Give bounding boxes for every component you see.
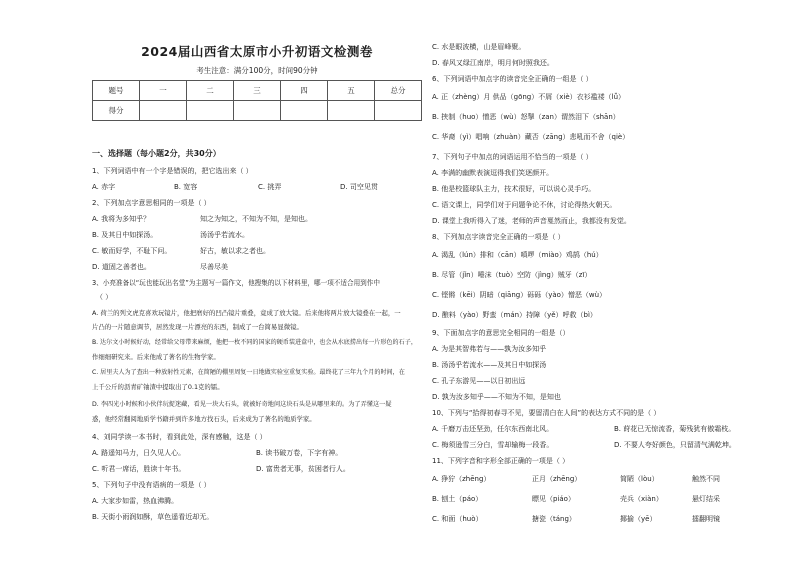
passage-line: 作细细研究来。后来他成了著名的生物学家。	[92, 353, 220, 361]
option: A. 我将为多知乎？	[92, 215, 151, 223]
option: A. 李满的幽默表演逗得我们笑逐颜开。	[432, 169, 554, 177]
score-header-cell: 三	[234, 81, 281, 101]
option: D. 司空见贯	[340, 183, 378, 191]
option: C. 和面（huò）	[432, 515, 483, 523]
passage-line: 上千公斤的沥青矿铀渣中提取出了0.1克的镭。	[92, 383, 224, 391]
option: B. 读书破万卷，下字有神。	[256, 449, 343, 457]
option: B. 及其日中如探汤。	[92, 231, 158, 239]
score-header-cell: 一	[140, 81, 187, 101]
score-cell	[328, 101, 375, 121]
option-word: 悬灯结采	[692, 495, 720, 503]
option: B. 刨土（páo）	[432, 495, 483, 503]
score-cell	[140, 101, 187, 121]
score-header-cell: 五	[328, 81, 375, 101]
score-cell	[187, 101, 234, 121]
option: C. 水是眼波横，山是眉峰聚。	[432, 43, 526, 51]
option-word: 瞟见（piáo）	[532, 495, 575, 503]
score-header-cell: 题号	[93, 81, 140, 101]
option: C. 挑弄	[258, 183, 282, 191]
score-cell	[234, 101, 281, 121]
option: A. 路遥知马力，日久见人心。	[92, 449, 186, 457]
option: D. 春风又绿江南岸，明月何时照我还。	[432, 59, 554, 67]
option: B. 挟制（huo）憎恶（wù）怒掣（zan）谓然泪下（shān）	[432, 113, 620, 121]
score-header-cell: 二	[187, 81, 234, 101]
option: B. 宽容	[174, 183, 198, 191]
option-pair: 汤汤乎若流水。	[200, 231, 249, 239]
option-word: 触然不同	[692, 475, 720, 483]
passage-line: A. 荷兰的列文虎克喜欢玩镜片，他把磨好的凹凸镜片重叠，竟成了放大镜。后来他将两片放大镜叠在一起，一	[92, 309, 401, 317]
score-table-score-row	[93, 101, 422, 121]
option: A. 狰狞（zhēng）	[432, 475, 491, 483]
score-table	[92, 80, 422, 121]
score-table-header-row	[93, 81, 422, 101]
option: A. 赤字	[92, 183, 116, 191]
score-header-cell: 总分	[375, 81, 422, 101]
option: D. 酿料（yào）野蛮（mán）持障（yě）呼救（bì）	[432, 311, 597, 319]
exam-notice: 考生注意：满分100分，时间90分钟	[196, 66, 318, 75]
option: C. 敏而好学，不耻下问。	[92, 247, 172, 255]
option: C. 梅须逊雪三分白，雪却输梅一段香。	[432, 441, 554, 449]
option-word: 简陋（lòu）	[620, 475, 659, 483]
option: A. 正（zhèng）月 供品（gōng）不屑（xiè）衣衫褴褛（lǚ）	[432, 93, 626, 101]
option-pair: 好古，敏以求之者也。	[200, 247, 270, 255]
option: D. 不要人夸好颜色，只留清气满乾坤。	[614, 441, 736, 449]
score-header-cell: 四	[281, 81, 328, 101]
answer-paren: （ ）	[96, 293, 113, 301]
option: D. 孰为汝多知乎——不知为不知，是知也	[432, 393, 561, 401]
option: D. 道固之善者也。	[92, 263, 151, 271]
score-cell	[281, 101, 328, 121]
question-stem: 7、下列句子中加点的词语运用不恰当的一项是（ ）	[432, 153, 593, 161]
option: B. 莳花已无惊流香，菊残犹有傲霜枝。	[614, 425, 736, 433]
option-word: 擂翻明镜	[692, 515, 720, 523]
option: C. 华裔（yì）唱响（zhuàn）藏否（zāng）悲吼而不舍（qiè）	[432, 133, 630, 141]
question-stem: 9、下面加点字的意思完全相同的一组是（）	[432, 329, 570, 337]
passage-line: 惑，他经常翻阅地质学书籍并到许多地方找石头，后来成为了著名的地质学家。	[92, 415, 316, 423]
option: B. 尽管（jǐn）唾沫（tuò）空防（jìng）贼牙（zī）	[432, 271, 592, 279]
option-pair: 知之为知之，不知为不知，是知也。	[200, 215, 312, 223]
passage-line: B. 达尔文小时候好动，经常给父母带来麻烦，他把一枚不同的国家的硬币装进盒中，也会从水底捞出每一片形色的石子，	[92, 339, 417, 346]
option: D. 富贵者无事，贫困者行人。	[256, 465, 350, 473]
option: C. 听君一席话，胜读十年书。	[92, 465, 186, 473]
passage-line: D. 李四光小时候和小伙伴玩捉迷藏，看见一块大石头，就被好奇地问这块石头是从哪里来的。为了弄懂这一疑	[92, 401, 392, 408]
option: B. 汤汤乎若流水——及其日中如探汤	[432, 361, 547, 369]
option-word: 壳兵（xiàn）	[620, 495, 663, 503]
option: B. 他是校篮球队主力，技术很好，可以说心灵手巧。	[432, 185, 596, 193]
option: A. 为是其智弗若与——孰为汝多知乎	[432, 345, 547, 353]
section-heading: 一、选择题（每小题2分，共30分）	[92, 149, 221, 158]
score-cell	[375, 101, 422, 121]
exam-title: 2024届山西省太原市小升初语文检测卷	[141, 44, 373, 59]
option: C. 孔子东游见——以日初出远	[432, 377, 526, 385]
question-stem: 11、下列字音和字形全部正确的一项是（ ）	[432, 457, 570, 465]
option: D. 课堂上我听得入了迷，老师的声音戛然而止，我都没有发觉。	[432, 217, 631, 225]
question-stem: 8、下列加点字读音完全正确的一项是（ ）	[432, 233, 565, 241]
option: B. 天街小雨润如酥，草色遥看近却无。	[92, 513, 214, 521]
question-stem: 2、下列加点字意思相同的一项是（ ）	[92, 199, 211, 207]
option: C. 语文课上，同学们对于问题争论不休，讨论得热火朝天。	[432, 201, 617, 209]
option-word: 搪瓷（táng）	[532, 515, 576, 523]
question-stem: 1、下列词语中有一个字是错误的，把它选出来（ ）	[92, 167, 253, 175]
option-pair: 尽善尽美	[200, 263, 228, 271]
option: C. 铿锵（kēi）阴暗（qiāng）砾砾（yào）憎恶（wù）	[432, 291, 607, 299]
score-row-label: 得分	[93, 101, 140, 121]
question-stem: 10、下列与“拾得初春寻不见，要留清白在人间”的表达方式不同的是（ ）	[432, 409, 661, 417]
passage-line: C. 居里夫人为了查出一种放射性元素，在简陋的棚里周复一日地做实验室重复实验。最终花了三年九个月的时间，在	[92, 369, 405, 376]
option-word: 正月（zhēng）	[532, 475, 582, 483]
option: A. 大家步如雷，热血沸腾。	[92, 497, 179, 505]
option: A. 渴乱（lún）排和（cān）嗔啰（miào）鸡鹄（hú）	[432, 251, 603, 259]
question-stem: 3、小亮准备以“玩也能玩出名堂”为主题写一篇作文，他搜集的以下材料里，哪一项不适合用到作中	[92, 279, 380, 287]
option-word: 揶揄（yē）	[620, 515, 657, 523]
question-stem: 5、下列句子中没有语病的一项是（ ）	[92, 481, 211, 489]
question-stem: 6、下列词语中加点字的读音完全正确的一组是（ ）	[432, 75, 593, 83]
question-stem: 4、刘同学读一本书时，看到此处，深有感触，这是（ ）	[92, 433, 267, 441]
passage-line: 片凸的一片随意调节，居然发现一片漂亮的东西，制成了一台简易显微镜。	[92, 323, 303, 331]
option: A. 千磨万击还坚劲，任尔东西南北风。	[432, 425, 554, 433]
